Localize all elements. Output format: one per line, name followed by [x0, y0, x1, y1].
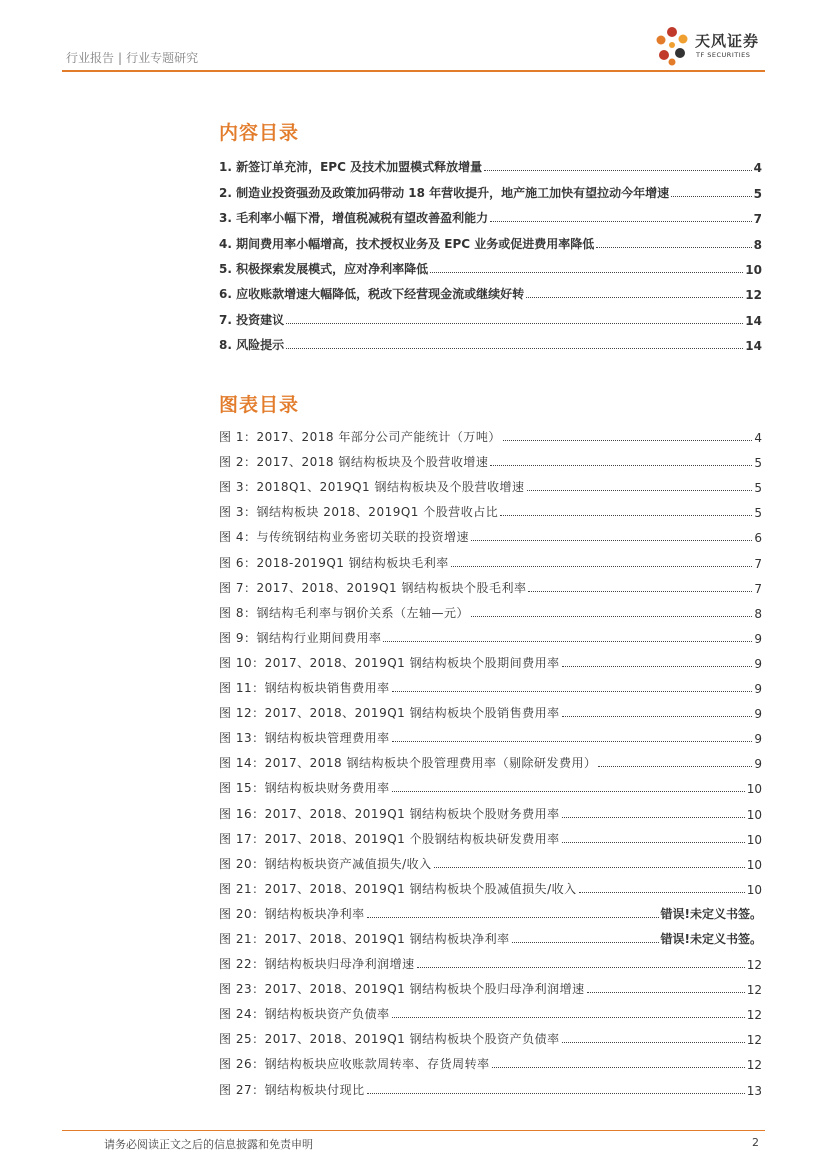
figure-entry[interactable] [219, 696, 762, 721]
dot-leader [286, 323, 743, 324]
figure-entry[interactable] [219, 520, 762, 545]
figure-entry[interactable] [219, 621, 762, 646]
dot-leader [562, 1042, 745, 1043]
report-category [66, 49, 198, 66]
logo-text-en: TF SECURITIES [696, 51, 751, 59]
contents-entry-page: 12 [745, 288, 762, 303]
figure-entry-page: 13 [746, 1083, 762, 1098]
dot-leader [587, 992, 745, 993]
figures-list [219, 420, 762, 1098]
tf-securities-logo [650, 24, 770, 68]
dot-leader [392, 1017, 745, 1018]
dot-leader [417, 967, 745, 968]
dot-leader [367, 1093, 745, 1094]
dot-leader [367, 917, 659, 918]
figure-entry-page: 5 [754, 506, 762, 521]
contents-entry-page: 10 [745, 262, 762, 277]
dot-leader [490, 465, 752, 466]
contents-entry-label: 5. 积极探索发展模式，应对净利率降低 [219, 261, 429, 276]
figure-entry[interactable] [219, 420, 762, 445]
contents-entry-page: 14 [745, 313, 762, 328]
figure-entry-page: 10 [746, 807, 762, 822]
figure-entry[interactable] [219, 796, 762, 821]
dot-leader [492, 1067, 745, 1068]
figure-entry-label: 图 23：2017、2018、2019Q1 钢结构板块个股归母净利润增速 [219, 982, 585, 997]
dot-leader [392, 741, 753, 742]
figure-entry[interactable] [219, 596, 762, 621]
contents-entry[interactable] [219, 226, 762, 251]
figure-entry-page: 12 [746, 958, 762, 973]
figure-entry[interactable] [219, 847, 762, 872]
contents-entry-page: 7 [753, 212, 762, 227]
figure-entry[interactable] [219, 470, 762, 495]
footer-divider [62, 1130, 765, 1131]
figure-entry-page: 4 [754, 431, 762, 446]
contents-entry-page: 14 [745, 339, 762, 354]
figure-entry-label: 图 24：钢结构板块资产负债率 [219, 1007, 390, 1022]
figure-entry[interactable] [219, 1022, 762, 1047]
figure-entry[interactable] [219, 445, 762, 470]
figures-title: 图表目录 [219, 394, 300, 416]
figure-entry-page: 6 [754, 531, 762, 546]
figure-entry-page: 10 [746, 832, 762, 847]
figure-entry-page: 10 [746, 857, 762, 872]
dot-leader [562, 842, 745, 843]
figure-entry-label: 图 12：2017、2018、2019Q1 钢结构板块个股销售费用率 [219, 706, 560, 721]
figure-entry-label: 图 1：2017、2018 年部分公司产能统计（万吨） [219, 430, 501, 445]
figure-entry-label: 图 27：钢结构板块付现比 [219, 1082, 365, 1097]
figure-entry-label: 图 3：钢结构板块 2018、2019Q1 个股营收占比 [219, 505, 499, 520]
dot-leader [430, 272, 743, 273]
figure-entry[interactable] [219, 545, 762, 570]
dot-leader [671, 196, 751, 197]
figure-entry-label: 图 15：钢结构板块财务费用率 [219, 781, 390, 796]
figure-entry[interactable] [219, 1072, 762, 1097]
header-separator: | [118, 51, 123, 65]
contents-entry[interactable] [219, 175, 762, 200]
contents-entry[interactable] [219, 150, 762, 175]
contents-entry-label: 3. 毛利率小幅下滑，增值税减税有望改善盈利能力 [219, 211, 489, 226]
figure-entry[interactable] [219, 897, 762, 922]
figure-entry-page: 5 [754, 456, 762, 471]
figure-entry-page: 9 [754, 732, 762, 747]
figure-entry-label: 图 22：钢结构板块归母净利润增速 [219, 957, 415, 972]
figure-entry-label: 图 11：钢结构板块销售费用率 [219, 681, 390, 696]
dot-leader [286, 348, 743, 349]
dot-leader [471, 616, 752, 617]
contents-entry-label: 1. 新签订单充沛，EPC 及技术加盟模式释放增量 [219, 160, 483, 175]
figure-entry[interactable] [219, 872, 762, 897]
contents-entry-label: 6. 应收账款增速大幅降低，税改下经营现金流或继续好转 [219, 287, 525, 302]
footer-disclaimer: 请务必阅读正文之后的信息披露和免责申明 [104, 1138, 313, 1151]
figure-entry[interactable] [219, 922, 762, 947]
dot-leader [562, 666, 753, 667]
dot-leader [392, 791, 745, 792]
flower-logo-icon [650, 24, 694, 68]
dot-leader [484, 170, 752, 171]
figure-entry[interactable] [219, 571, 762, 596]
figure-entry-label: 图 25：2017、2018、2019Q1 钢结构板块个股资产负债率 [219, 1032, 560, 1047]
figure-entry-label: 图 20：钢结构板块资产减值损失/收入 [219, 856, 432, 871]
dot-leader [528, 591, 752, 592]
logo-text-cn: 天风证券 [695, 32, 760, 50]
dot-leader [383, 641, 752, 642]
dot-leader [562, 817, 745, 818]
dot-leader [596, 247, 751, 248]
figure-entry[interactable] [219, 1047, 762, 1072]
figure-entry[interactable] [219, 947, 762, 972]
figure-entry-page: 错误!未定义书签。 [660, 906, 762, 921]
page-number: 2 [752, 1136, 759, 1149]
figure-entry-label: 图 2：2017、2018 钢结构板块及个股营收增速 [219, 455, 489, 470]
figure-entry-label: 图 17：2017、2018、2019Q1 个股钢结构板块研发费用率 [219, 831, 560, 846]
figure-entry-page: 10 [746, 782, 762, 797]
figure-entry-label: 图 8：钢结构毛利率与钢价关系（左轴—元） [219, 605, 469, 620]
figure-entry-page: 9 [754, 757, 762, 772]
figure-entry-label: 图 13：钢结构板块管理费用率 [219, 731, 390, 746]
figure-entry-page: 9 [754, 707, 762, 722]
figure-entry-page: 5 [754, 481, 762, 496]
figure-entry-label: 图 20：钢结构板块净利率 [219, 906, 365, 921]
contents-entry-page: 5 [753, 186, 762, 201]
figure-entry[interactable] [219, 997, 762, 1022]
figure-entry[interactable] [219, 646, 762, 671]
figure-entry[interactable] [219, 721, 762, 746]
dot-leader [451, 566, 753, 567]
figure-entry-label: 图 3：2018Q1、2019Q1 钢结构板块及个股营收增速 [219, 480, 525, 495]
figure-entry-page: 9 [754, 656, 762, 671]
figure-entry-label: 图 7：2017、2018、2019Q1 钢结构板块个股毛利率 [219, 580, 527, 595]
dot-leader [526, 297, 743, 298]
figure-entry-label: 图 26：钢结构板块应收账款周转率、存货周转率 [219, 1057, 490, 1072]
subcategory-label: 行业专题研究 [126, 51, 199, 65]
figure-entry[interactable] [219, 822, 762, 847]
contents-entry[interactable] [219, 328, 762, 353]
figure-entry[interactable] [219, 972, 762, 997]
contents-entry[interactable] [219, 302, 762, 327]
figure-entry-page: 9 [754, 631, 762, 646]
dot-leader [500, 515, 752, 516]
contents-title: 内容目录 [219, 122, 300, 144]
figure-entry-label: 图 9：钢结构行业期间费用率 [219, 630, 382, 645]
figure-entry-label: 图 10：2017、2018、2019Q1 钢结构板块个股期间费用率 [219, 655, 560, 670]
figure-entry-page: 8 [754, 606, 762, 621]
figure-entry-page: 12 [746, 1058, 762, 1073]
contents-entry[interactable] [219, 201, 762, 226]
figure-entry-page: 7 [754, 556, 762, 571]
dot-leader [434, 867, 745, 868]
figure-entry-label: 图 4：与传统钢结构业务密切关联的投资增速 [219, 530, 469, 545]
figure-entry-page: 7 [754, 581, 762, 596]
figure-entry-page: 10 [746, 882, 762, 897]
figure-entry-page: 12 [746, 1008, 762, 1023]
figure-entry-label: 图 21：2017、2018、2019Q1 钢结构板块个股减值损失/收入 [219, 881, 577, 896]
category-label: 行业报告 [66, 51, 115, 65]
page-header [0, 0, 827, 72]
contents-entry[interactable] [219, 277, 762, 302]
figure-entry-page: 12 [746, 983, 762, 998]
contents-entry-label: 8. 风险提示 [219, 338, 285, 353]
figure-entry-label: 图 14：2017、2018 钢结构板块个股管理费用率（剔除研发费用） [219, 756, 597, 771]
contents-entry-label: 4. 期间费用率小幅增高，技术授权业务及 EPC 业务或促进费用率降低 [219, 236, 595, 251]
contents-entry-label: 2. 制造业投资强劲及政策加码带动 18 年营收提升，地产施工加快有望拉动今年增速 [219, 185, 670, 200]
figure-entry-page: 9 [754, 682, 762, 697]
dot-leader [471, 540, 752, 541]
dot-leader [490, 221, 752, 222]
contents-entry[interactable] [219, 252, 762, 277]
figure-entry-label: 图 21：2017、2018、2019Q1 钢结构板块净利率 [219, 931, 510, 946]
figure-entry-page: 12 [746, 1033, 762, 1048]
dot-leader [562, 716, 753, 717]
contents-entry-label: 7. 投资建议 [219, 312, 285, 327]
figure-entry[interactable] [219, 495, 762, 520]
dot-leader [503, 440, 753, 441]
dot-leader [598, 766, 752, 767]
contents-list [219, 150, 762, 353]
figure-entry[interactable] [219, 771, 762, 796]
dot-leader [579, 892, 745, 893]
contents-entry-page: 8 [753, 237, 762, 252]
figure-entry[interactable] [219, 671, 762, 696]
dot-leader [392, 691, 753, 692]
dot-leader [512, 942, 659, 943]
figure-entry[interactable] [219, 746, 762, 771]
header-divider [62, 70, 765, 72]
dot-leader [527, 490, 753, 491]
figure-entry-label: 图 16：2017、2018、2019Q1 钢结构板块个股财务费用率 [219, 806, 560, 821]
figure-entry-page: 错误!未定义书签。 [660, 931, 762, 946]
figure-entry-label: 图 6：2018-2019Q1 钢结构板块毛利率 [219, 555, 449, 570]
contents-entry-page: 4 [753, 161, 762, 176]
